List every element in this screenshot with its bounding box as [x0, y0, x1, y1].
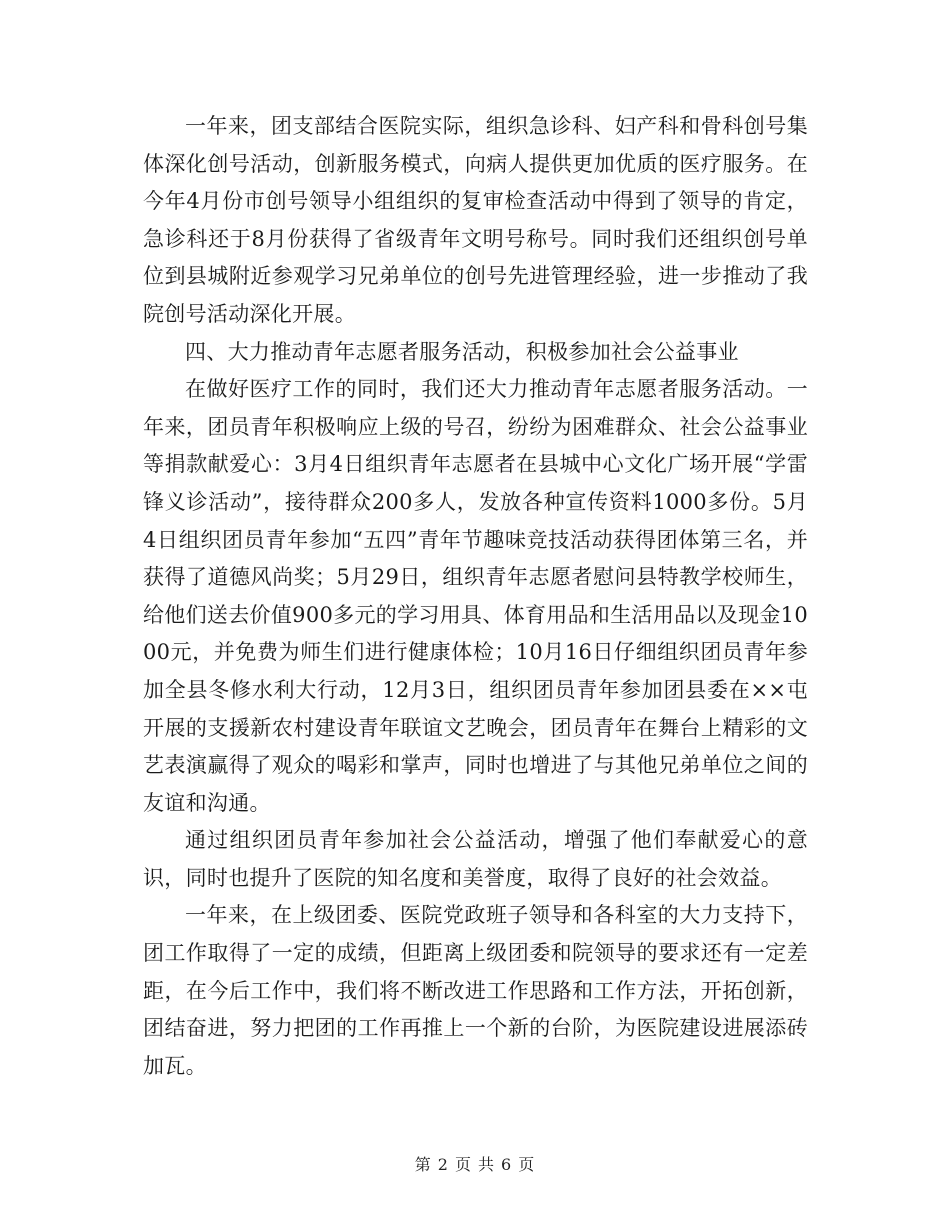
document-body	[143, 108, 808, 1085]
footer-total-label: 共	[478, 1155, 496, 1174]
paragraph-volunteer-activities: 在做好医疗工作的同时，我们还大力推动青年志愿者服务活动。一年来，团员青年积极响应上级的号召，纷纷为困难群众、社会公益事业等捐款献爱心：3月4日组织青年志愿者在县城中心文化广场开展“学雷锋义诊活动”，接待群众200多人，发放各种宣传资料1000多份。5月4日组织团员青年参加“五四”青年节趣味竞技活动获得团体第三名，并获得了道德风尚奖；5月29日，组织青年志愿者慰问县特教学校师生，给他们送去价值900多元的学习用具、体育用品和生活用品以及现金1000元，并免费为师生们进行健康体检；10月16日仔细组织团员青年参加全县冬修水利大行动，12月3日，组织团员青年参加团县委在××屯开展的支援新农村建设青年联谊文艺晚会，团员青年在舞台上精彩的文艺表演赢得了观众的喝彩和掌声，同时也增进了与其他兄弟单位之间的友谊和沟通。	[143, 377, 808, 815]
section-heading-volunteer: 四、大力推动青年志愿者服务活动，积极参加社会公益事业	[185, 339, 739, 364]
footer-page-unit: 页	[454, 1155, 472, 1174]
paragraph-service-innovation: 一年来，团支部结合医院实际，组织急诊科、妇产科和骨科创号集体深化创号活动，创新服务模式，向病人提供更加优质的医疗服务。在今年4月份市创号领导小组组织的复审检查活动中得到了领导的肯定，急诊科还于8月份获得了省级青年文明号称号。同时我们还组织创号单位到县城附近参观学习兄弟单位的创号先进管理经验，进一步推动了我院创号活动深化开展。	[143, 114, 808, 326]
footer-prefix: 第	[414, 1155, 432, 1174]
paragraph-conclusion: 一年来，在上级团委、医院党政班子领导和各科室的大力支持下，团工作取得了一定的成绩，但距离上级团委和院领导的要求还有一定差距，在今后工作中，我们将不断改进工作思路和工作方法，开拓创新，团结奋进，努力把团的工作再推上一个新的台阶，为医院建设进展添砖加瓦。	[143, 903, 808, 1078]
paragraph-public-welfare-effect: 通过组织团员青年参加社会公益活动，增强了他们奉献爱心的意识，同时也提升了医院的知名度和美誉度，取得了良好的社会效益。	[143, 828, 808, 890]
footer-total-unit: 页	[518, 1155, 536, 1174]
footer-total-pages: 6	[501, 1155, 513, 1174]
page-number-footer	[0, 1152, 950, 1175]
footer-current-page: 2	[437, 1155, 449, 1174]
